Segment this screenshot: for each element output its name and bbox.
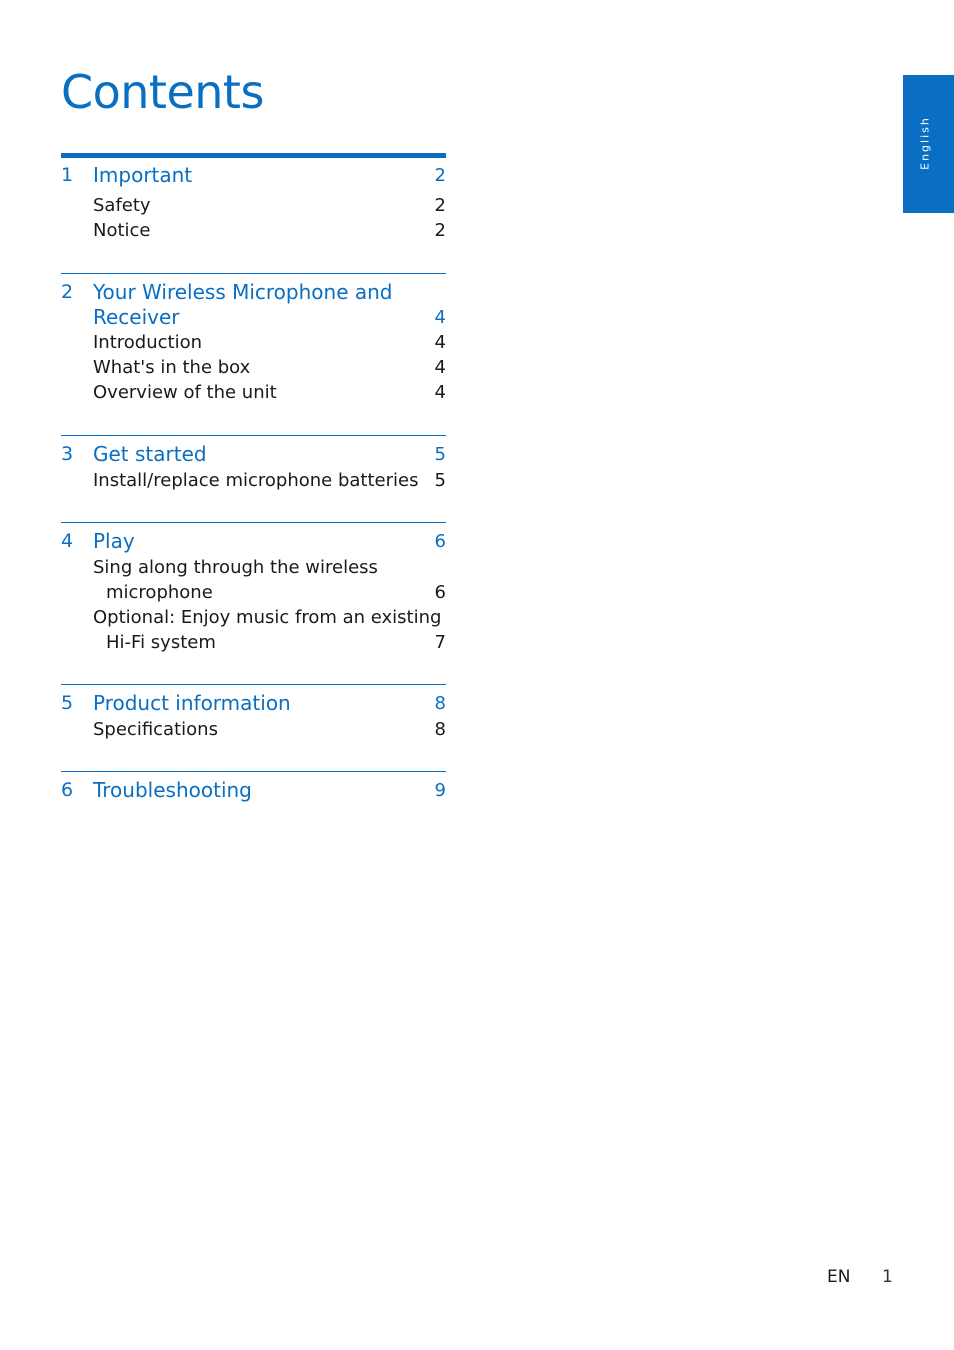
entry-page-number: 7: [434, 632, 446, 653]
section-title[interactable]: Play: [93, 529, 135, 553]
section-divider: [61, 771, 446, 772]
section-number: 6: [61, 779, 74, 801]
section-page-number: 5: [434, 444, 446, 465]
toc-entry-line1[interactable]: [61, 605, 446, 630]
toc-section-2: [61, 273, 446, 403]
section-number: 1: [61, 164, 74, 186]
entry-label[interactable]: What's in the box: [93, 357, 251, 378]
language-tab: [903, 75, 954, 213]
section-divider: [61, 273, 446, 274]
toc-heading-4[interactable]: [61, 529, 446, 554]
entry-page-number: 2: [434, 195, 446, 216]
entry-page-number: 8: [434, 719, 446, 740]
entry-label[interactable]: Specifications: [93, 719, 218, 740]
page-title: Contents: [61, 65, 264, 119]
section-title[interactable]: Your Wireless Microphone and: [93, 280, 393, 304]
section-page-number: 8: [434, 693, 446, 714]
entry-page-number: 4: [434, 357, 446, 378]
toc-section-1: [61, 153, 446, 241]
section-divider: [61, 435, 446, 436]
toc-section-4: [61, 522, 446, 653]
entry-label-continued[interactable]: microphone: [106, 582, 213, 603]
toc-heading-3[interactable]: [61, 442, 446, 467]
entry-label-continued[interactable]: Hi-Fi system: [106, 632, 216, 653]
entry-page-number: 6: [434, 582, 446, 603]
entry-label[interactable]: Install/replace microphone batteries: [93, 470, 419, 491]
section-title[interactable]: Troubleshooting: [93, 778, 252, 802]
section-page-number: 9: [434, 780, 446, 801]
entry-label[interactable]: Introduction: [93, 332, 203, 353]
section-page-number: 6: [434, 531, 446, 552]
toc-entry-line1[interactable]: [61, 555, 446, 580]
entry-label[interactable]: Notice: [93, 220, 151, 241]
toc-section-6: [61, 771, 446, 802]
toc-section-3: [61, 435, 446, 491]
toc-entry[interactable]: [61, 218, 446, 243]
section-number: 2: [61, 281, 74, 303]
language-tab-label: English: [918, 116, 932, 170]
section-title[interactable]: Product information: [93, 691, 291, 715]
toc-heading-5[interactable]: [61, 691, 446, 716]
toc-heading-2-line1[interactable]: [61, 280, 446, 305]
section-divider: [61, 684, 446, 685]
entry-label[interactable]: Sing along through the wireless: [93, 557, 378, 578]
toc-entry[interactable]: [61, 355, 446, 380]
entry-page-number: 2: [434, 220, 446, 241]
entry-page-number: 4: [434, 332, 446, 353]
toc-section-5: [61, 684, 446, 740]
section-title-continued[interactable]: Receiver: [93, 305, 180, 329]
toc-entry[interactable]: [61, 468, 446, 493]
toc-entry[interactable]: [61, 330, 446, 355]
section-title[interactable]: Important: [93, 163, 193, 187]
toc-heading-1[interactable]: [61, 163, 446, 188]
section-number: 4: [61, 530, 74, 552]
section-page-number: 2: [434, 165, 446, 186]
entry-label[interactable]: Optional: Enjoy music from an existing: [93, 607, 442, 628]
section-number: 5: [61, 692, 74, 714]
section-page-number: 4: [434, 307, 446, 328]
entry-page-number: 5: [434, 470, 446, 491]
toc-heading-6[interactable]: [61, 778, 446, 803]
toc-entry-line2[interactable]: [61, 580, 446, 605]
entry-label[interactable]: Overview of the unit: [93, 382, 277, 403]
footer-language: EN: [827, 1267, 851, 1287]
toc-entry[interactable]: [61, 193, 446, 218]
section-title[interactable]: Get started: [93, 442, 207, 466]
toc-entry[interactable]: [61, 717, 446, 742]
section-number: 3: [61, 443, 74, 465]
footer-page-number: 1: [882, 1267, 893, 1287]
section-divider: [61, 153, 446, 158]
toc-entry[interactable]: [61, 380, 446, 405]
entry-label[interactable]: Safety: [93, 195, 151, 216]
toc-entry-line2[interactable]: [61, 630, 446, 655]
entry-page-number: 4: [434, 382, 446, 403]
toc-heading-2-line2[interactable]: [61, 305, 446, 330]
section-divider: [61, 522, 446, 523]
